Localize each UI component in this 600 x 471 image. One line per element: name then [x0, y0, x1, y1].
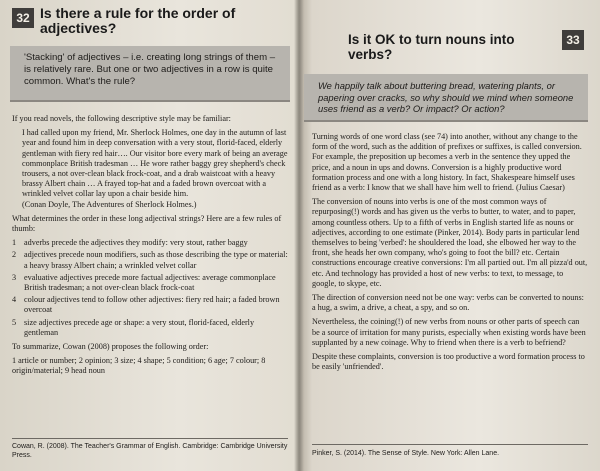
rule-text: evaluative adjectives precede more factual adjectives: average commonplace British tradesman; a not over-clean black frock-coat: [24, 272, 276, 293]
rules-list: [12, 238, 290, 338]
list-item: [12, 318, 290, 338]
list-item: [12, 238, 290, 248]
quote-source: (Conan Doyle, The Adventures of Sherlock Holmes.): [22, 199, 197, 209]
paragraph-1: Turning words of one word class (see 74) into another, without any change to the form of the word, such as the addition of prefixes or suffixes, is called conversion. For example, the preposition up becomes a verb in the sentence they upped the price, and a noun in ups and downs. Conversion is a highly productive word formation process and one with a long history. In fact, Shakespeare himself uses friend as a verb: I know that we shall have him well to friend. (Julius Caesar): [312, 132, 582, 193]
callout-box: [10, 46, 290, 102]
question-text: What determines the order in these long adjectival strings? Here are a few rules of thumb:: [12, 213, 282, 234]
page-title: Is it OK to turn nouns into verbs?: [348, 32, 515, 62]
reference-divider: [312, 444, 588, 445]
paragraph-4: Nevertheless, the coining(!) of new verbs from nouns or other parts of speech can be a source of irritation for many purists, especially when existing words have been supplanted by a new coinage. Why to friend when there is a verb to befriend?: [312, 317, 586, 347]
summary-text: To summarize, Cowan (2008) proposes the following order:: [12, 342, 209, 352]
order-text: 1 article or number; 2 opinion; 3 size; 4 shape; 5 condition; 6 age; 7 colour; 8 origin/material; 9 head noun: [12, 356, 266, 376]
page-number: 32: [12, 8, 34, 28]
callout-text: 'Stacking' of adjectives – i.e. creating long strings of them – is relatively rare. But one or two adjectives in a row is quite common. What's the rule?: [24, 52, 276, 87]
paragraph-2: The conversion of nouns into verbs is one of the most common ways of repurposing(!) words and has given us the verbs to butter, to water, and to paper, among countless others. Up to a fifth of verbs in English started life as nouns or adjectives, according to one estimate (Pinker, 2014). Body parts in particular lend themselves to being 'verbed': he shouldered the load, she elbowed her way to the front, she heads her own company, who's going to foot the bill? etc. Certain constructions encourage creative conversions: I'm all partied out. I'm all pizza'd out, etc. And technology has provided a host of new verbs: to text, to message, to google, to skype, etc.: [312, 197, 588, 288]
paragraph-5: Despite these complaints, conversion is too productive a word formation process to be easily 'unfriended'.: [312, 352, 585, 372]
rule-number: 3: [12, 272, 17, 282]
left-page: [0, 0, 297, 471]
rule-number: 1: [12, 238, 17, 248]
left-body: [12, 114, 290, 381]
reference-divider: [12, 438, 288, 439]
reference-text: Pinker, S. (2014). The Sense of Style. New York: Allen Lane.: [312, 450, 500, 457]
rule-text: size adjectives precede age or shape: a very stout, florid-faced, elderly gentleman: [24, 317, 255, 337]
list-item: [12, 295, 290, 315]
reference-text: Cowan, R. (2008). The Teacher's Grammar of English. Cambridge: Cambridge University Press.: [12, 443, 288, 459]
list-item: [12, 250, 290, 270]
page-title: Is there a rule for the order of adjectives?: [40, 5, 236, 36]
right-page: [300, 0, 600, 471]
callout-box: [304, 74, 588, 122]
right-body: [312, 132, 588, 376]
list-item: [12, 273, 290, 293]
rule-text: adjectives precede noun modifiers, such as those describing the type or material: a heavy brassy Albert chain; a wrinkled velvet collar: [24, 250, 288, 270]
rule-number: 5: [12, 317, 17, 327]
holmes-quote: I had called upon my friend, Mr. Sherlock Holmes, one day in the autumn of last year and found him in deep conversation with a very stout, florid-faced, elderly gentleman with fiery red hair…. Our visitor bore every mark of being an average commonplace British tradesman … He wore rather baggy grey shepherd's check trousers, a not over-clean black frock-coat, and a drab waistcoat with a heavy brassy Albert chain … A frayed top-hat and a faded brown overcoat with a wrinkled velvet collar lay upon a chair beside him.: [22, 128, 288, 199]
callout-text: We happily talk about buttering bread, watering plants, or papering over cracks, so why should we mind when someone uses friend as a verb? Or impact? Or action?: [318, 80, 574, 115]
rule-number: 2: [12, 250, 17, 260]
paragraph-3: The direction of conversion need not be one way: verbs can be converted to nouns: a hug, a swim, a drive, a cheat, a spy, and so on.: [312, 293, 584, 313]
page-number: 33: [562, 30, 584, 50]
rule-text: adverbs precede the adjectives they modify: very stout, rather baggy: [24, 238, 248, 248]
intro-text: If you read novels, the following descriptive style may be familiar:: [12, 114, 231, 123]
rule-number: 4: [12, 295, 17, 305]
rule-text: colour adjectives tend to follow other adjectives: fiery red hair; a faded brown overcoat: [24, 295, 280, 315]
